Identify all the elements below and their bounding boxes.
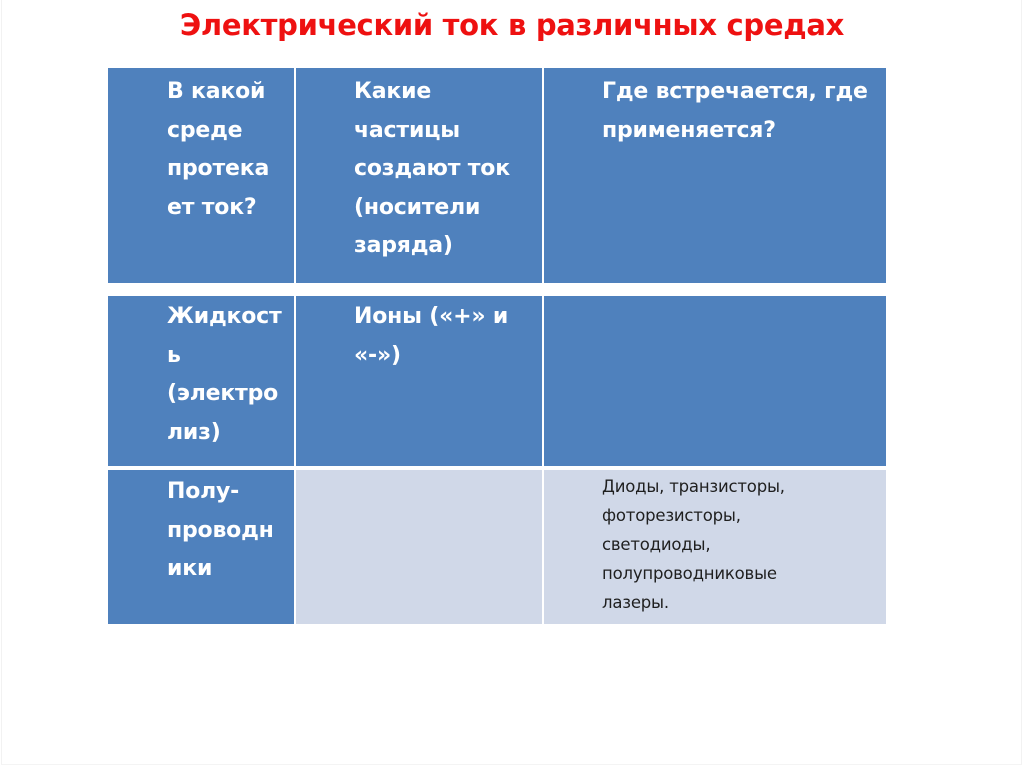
application-line: лазеры. bbox=[602, 593, 669, 612]
header-cell-medium bbox=[108, 68, 294, 283]
row-semiconductor-applications bbox=[544, 470, 886, 624]
medium-line: (электро bbox=[167, 381, 279, 406]
row-liquid-carriers bbox=[296, 296, 542, 466]
row-liquid-medium bbox=[108, 296, 294, 466]
header-carriers-line: создают ток bbox=[354, 156, 510, 181]
header-cell-applications bbox=[544, 68, 886, 283]
carriers-line: Ионы («+» и bbox=[354, 304, 509, 329]
header-applications-line: Где встречается, где bbox=[602, 79, 868, 104]
medium-line: лиз) bbox=[167, 419, 221, 445]
carriers-line: «-») bbox=[354, 342, 401, 368]
row-semiconductor-carriers bbox=[296, 470, 542, 624]
application-line: Диоды, транзисторы, bbox=[602, 477, 785, 496]
header-cell-carriers bbox=[296, 68, 542, 283]
row-liquid-applications bbox=[544, 296, 886, 466]
medium-line: ики bbox=[167, 556, 213, 581]
row-semiconductor-medium bbox=[108, 470, 294, 624]
header-medium-line: ет ток? bbox=[167, 194, 257, 220]
header-medium-line: протека bbox=[167, 156, 270, 181]
header-carriers-line: заряда) bbox=[354, 233, 453, 258]
header-applications-line: применяется? bbox=[602, 117, 776, 143]
header-carriers-line: Какие bbox=[354, 79, 432, 104]
application-line: фоторезисторы, bbox=[602, 506, 741, 525]
slide-title: Электрический ток в различных средах bbox=[179, 8, 845, 42]
application-line: светодиоды, bbox=[602, 535, 711, 554]
medium-line: Жидкост bbox=[167, 304, 282, 329]
header-carriers-line: (носители bbox=[354, 194, 481, 220]
header-carriers-line: частицы bbox=[354, 117, 460, 143]
application-line: полупроводниковые bbox=[602, 564, 777, 583]
header-medium-line: среде bbox=[167, 117, 243, 143]
medium-line: Полу- bbox=[167, 479, 240, 504]
medium-line: проводн bbox=[167, 517, 274, 543]
medium-line: ь bbox=[167, 342, 181, 368]
header-medium-line: В какой bbox=[167, 79, 266, 104]
